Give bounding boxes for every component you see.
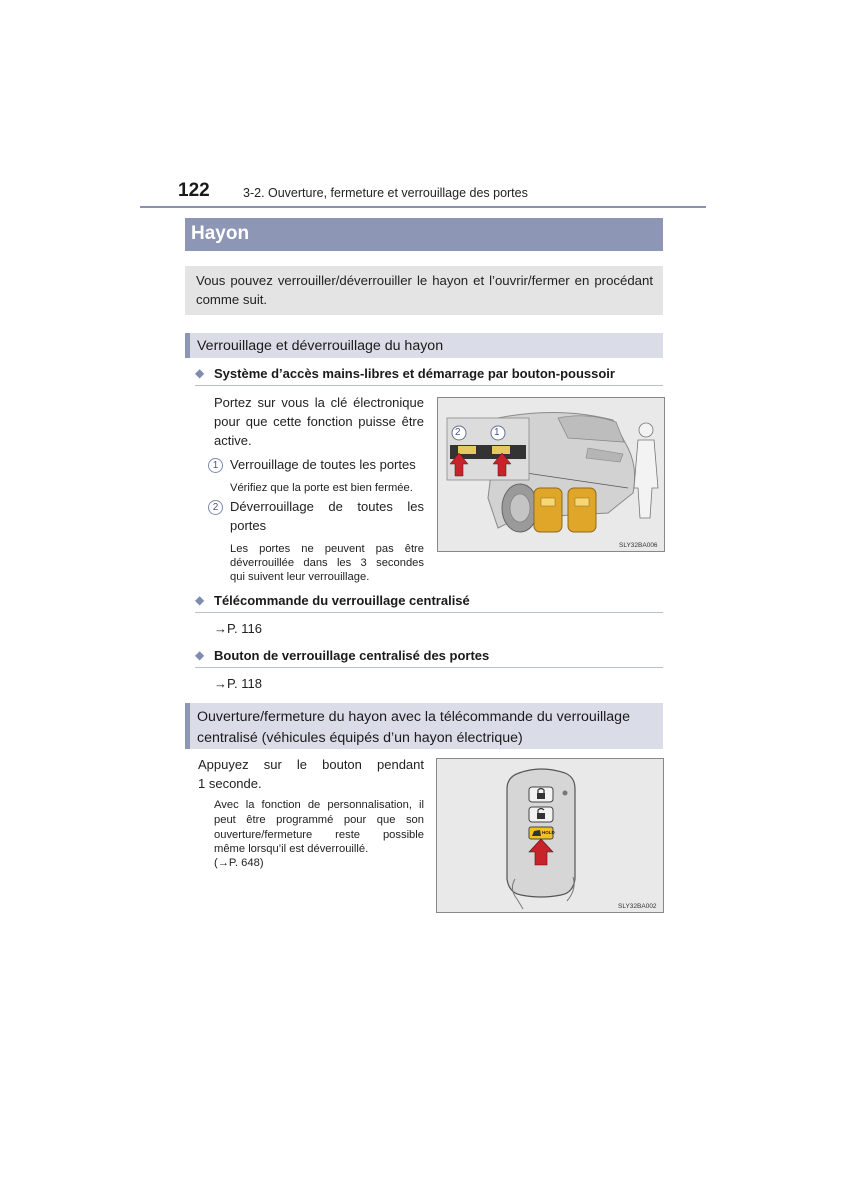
- step1-note: Vérifiez que la porte est bien fermée.: [230, 482, 413, 494]
- section2-heading-line2: centralisé (véhicules équipés d’un hayon électrique): [197, 730, 523, 746]
- step2-label-line1: Déverrouillage de toutes les: [230, 499, 424, 514]
- page-number: 122: [178, 180, 210, 201]
- diamond-bullet-icon: ◆: [195, 593, 205, 607]
- intro-text: Vous pouvez verrouiller/déverrouiller le hayon et l’ouvrir/fermer en procédant comme suit.: [196, 273, 653, 307]
- hold-label: HOLD: [542, 830, 555, 835]
- step2-note-line2: déverrouillée dans les 3 secondes: [230, 557, 424, 569]
- step2-label-line2: portes: [230, 518, 267, 533]
- figure-code: SLY32BA006: [619, 542, 658, 549]
- key-fob-figure: [436, 758, 664, 913]
- item1-rule: [195, 385, 663, 386]
- figure-callout-2: 2: [455, 427, 461, 438]
- step1-number-icon: 1: [208, 458, 223, 473]
- item3-rule: [195, 667, 663, 668]
- section2-text-line1: Appuyez sur le bouton pendant: [198, 757, 424, 772]
- figure-callout-1: 1: [494, 427, 500, 438]
- section2-text-line2: 1 seconde.: [198, 776, 262, 791]
- tailgate-illustration: [438, 398, 664, 551]
- title-bar: [185, 218, 663, 251]
- header-rule: [140, 206, 706, 208]
- tailgate-figure: [437, 397, 665, 552]
- section1-heading: Verrouillage et déverrouillage du hayon: [197, 338, 444, 354]
- section-path: 3-2. Ouverture, fermeture et verrouillage des portes: [243, 186, 528, 200]
- item3-ref[interactable]: →P. 118: [214, 676, 262, 691]
- item2-heading: Télécommande du verrouillage centralisé: [214, 593, 470, 608]
- item1-text-line1: Portez sur vous la clé électronique: [214, 395, 424, 410]
- section2-note-line5[interactable]: (→P. 648): [214, 857, 264, 869]
- item1-heading: Système d’accès mains-libres et démarrage par bouton-poussoir: [214, 366, 615, 381]
- section2-note-line1: Avec la fonction de personnalisation, il: [214, 799, 424, 811]
- item1-text-line2: pour que cette fonction puisse être: [214, 414, 424, 429]
- section2-note-line4: même lorsqu’il est déverrouillé.: [214, 843, 369, 855]
- step2-note-line3: qui suivent leur verrouillage.: [230, 571, 370, 583]
- step2-number-icon: 2: [208, 500, 223, 515]
- figure-code: SLY32BA002: [618, 903, 657, 910]
- section2-note-line3: ouverture/fermeture reste possible: [214, 829, 424, 841]
- section2-note-line2: peut être programmé pour que son: [214, 814, 424, 826]
- step2-note-line1: Les portes ne peuvent pas être: [230, 543, 424, 555]
- key-fob-illustration: [437, 759, 663, 912]
- diamond-bullet-icon: ◆: [195, 366, 205, 380]
- section2-heading-line1: Ouverture/fermeture du hayon avec la télécommande du verrouillage: [197, 709, 630, 725]
- diamond-bullet-icon: ◆: [195, 648, 205, 662]
- item2-ref[interactable]: →P. 116: [214, 621, 262, 636]
- step1-label: Verrouillage de toutes les portes: [230, 457, 416, 472]
- item2-rule: [195, 612, 663, 613]
- page-title: Hayon: [191, 223, 250, 244]
- item1-text-line3: active.: [214, 433, 252, 448]
- item3-heading: Bouton de verrouillage centralisé des portes: [214, 648, 490, 663]
